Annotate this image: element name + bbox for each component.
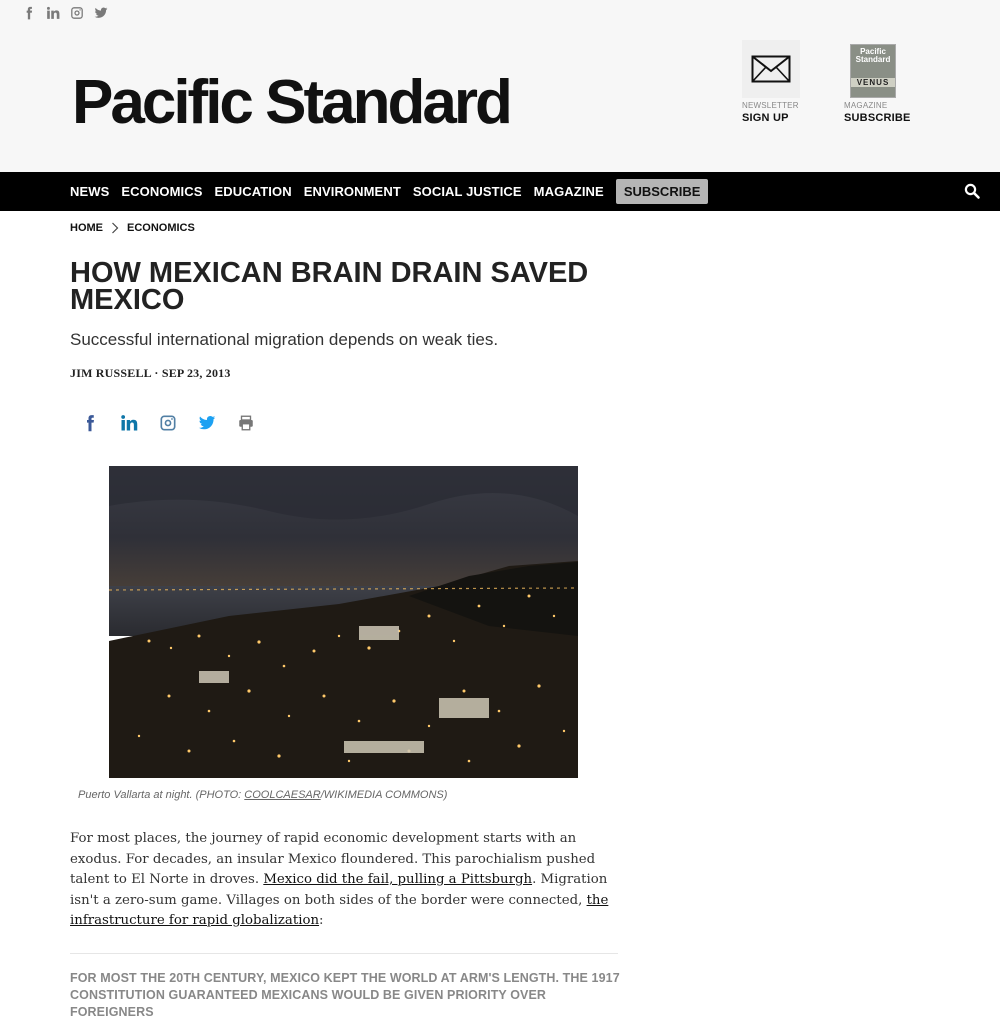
article-paragraph xyxy=(70,829,618,932)
article-byline: JIM RUSSELL · SEP 23, 2013 xyxy=(70,366,231,380)
nav-item-social-justice[interactable]: SOCIAL JUSTICE xyxy=(412,184,522,199)
twitter-icon xyxy=(198,414,216,432)
nav-item-news[interactable]: NEWS xyxy=(70,184,110,199)
nav-subscribe-button[interactable]: SUBSCRIBE xyxy=(616,179,709,204)
magazine-cover[interactable] xyxy=(850,44,896,98)
magazine-cover-word: VENUS xyxy=(851,78,895,87)
main-nav xyxy=(0,172,1000,211)
share-print[interactable] xyxy=(236,413,256,433)
nav-item-environment[interactable]: ENVIRONMENT xyxy=(303,184,401,199)
paragraph-text-2: . Migration isn't a zero-sum game. Villages on both sides of the border were connected, xyxy=(70,872,608,908)
magazine-promo[interactable] xyxy=(844,40,934,124)
inline-link-pittsburgh[interactable]: Mexico did the fail, pulling a Pittsburgh xyxy=(263,872,533,887)
breadcrumb xyxy=(70,222,195,234)
linkedin-icon[interactable] xyxy=(46,6,60,20)
newsletter-thumb[interactable] xyxy=(742,40,800,98)
caption-text-post: /WIKIMEDIA COMMONS) xyxy=(320,789,448,801)
linkedin-icon xyxy=(120,414,138,432)
search-icon[interactable] xyxy=(964,183,980,199)
facebook-icon xyxy=(81,414,99,432)
inline-link-globalization[interactable]: the infrastructure for rapid globalization xyxy=(70,892,609,928)
paragraph-text-1: For most places, the journey of rapid economic development starts with an exodus. For decades, an insular Mexico floundered. This parochialism pushed talent to El Norte in droves. xyxy=(70,831,596,887)
nav-item-education[interactable]: EDUCATION xyxy=(214,184,292,199)
breadcrumb-section[interactable]: ECONOMICS xyxy=(127,222,195,234)
newsletter-label: NEWSLETTER xyxy=(742,101,799,110)
print-icon xyxy=(237,414,255,432)
share-bar xyxy=(80,413,256,433)
pull-quote: FOR MOST THE 20TH CENTURY, MEXICO KEPT THE WORLD AT ARM'S LENGTH. THE 1917 CONSTITUTION GUARANTEED MEXICANS WOULD BE GIVEN PRIORITY OVER FOREIGNERS xyxy=(70,971,620,1019)
chevron-right-icon xyxy=(111,222,119,234)
article-subtitle: Successful international migration depends on weak ties. xyxy=(70,330,499,349)
magazine-label: MAGAZINE xyxy=(844,101,888,110)
instagram-icon[interactable] xyxy=(70,6,84,20)
nav-items xyxy=(70,172,708,211)
facebook-icon[interactable] xyxy=(22,6,36,20)
share-linkedin[interactable] xyxy=(119,413,139,433)
magazine-subscribe-link[interactable]: SUBSCRIBE xyxy=(844,112,911,124)
site-header xyxy=(0,0,1000,172)
envelope-icon xyxy=(751,55,791,83)
magazine-cover-title: Pacific Standard xyxy=(855,47,891,64)
site-logo[interactable]: Pacific Standard xyxy=(72,68,510,137)
share-twitter[interactable] xyxy=(197,413,217,433)
twitter-icon[interactable] xyxy=(94,6,108,20)
divider xyxy=(70,953,618,954)
nav-item-magazine[interactable]: MAGAZINE xyxy=(533,184,604,199)
instagram-icon xyxy=(159,414,177,432)
nav-item-economics[interactable]: ECONOMICS xyxy=(121,184,203,199)
share-facebook[interactable] xyxy=(80,413,100,433)
share-instagram[interactable] xyxy=(158,413,178,433)
newsletter-signup-link[interactable]: SIGN UP xyxy=(742,112,789,124)
photo-caption xyxy=(78,789,447,801)
article-photo xyxy=(109,466,578,778)
caption-credit-link[interactable]: COOLCAESAR xyxy=(244,789,321,801)
article-title: HOW MEXICAN BRAIN DRAIN SAVED MEXICO xyxy=(70,257,589,316)
breadcrumb-home[interactable]: HOME xyxy=(70,222,103,234)
caption-text-pre: Puerto Vallarta at night. (PHOTO: xyxy=(78,789,245,801)
newsletter-promo[interactable] xyxy=(742,40,832,124)
paragraph-text-3: : xyxy=(319,913,324,928)
header-social-links xyxy=(22,6,108,20)
